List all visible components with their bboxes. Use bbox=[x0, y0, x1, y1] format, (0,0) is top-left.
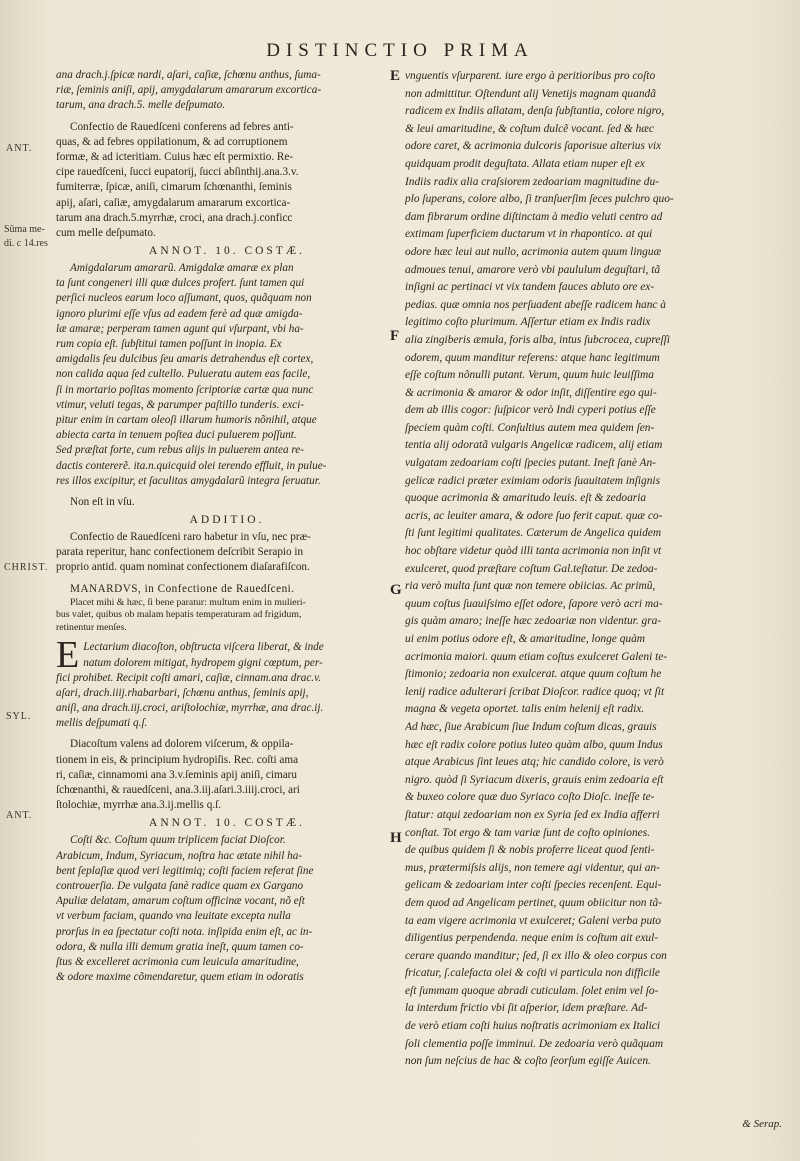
text-line: tarum ana drach.5.myrrhæ, croci, ana drach.j.conficc bbox=[56, 211, 293, 224]
text-line: Apuliæ delatam, amarum coſtum officinæ vocant, nõ eſt bbox=[56, 895, 305, 908]
text-line: abiecta carta in tenuem poſtea duci puluerem poſſunt. bbox=[56, 429, 297, 442]
text-line: ana drach.j.ſpicæ nardi, aſari, caſiæ, ſchœnu anthus, ſuma- bbox=[56, 69, 321, 81]
text-line: Lectarium diacoſton, obſtructa viſcera liberat, & inde bbox=[83, 641, 324, 654]
text-line: cipe rauedſceni, ſucci eupatorij, ſucci abſinthij.ana.3.v. bbox=[56, 166, 299, 179]
text-line: quoque acrimonia & amaritudo leuis. eſt & zedoaria bbox=[405, 492, 647, 505]
text-line: eſt ſummam quoque abradi cuticulam. ſolet enim vel ſo- bbox=[405, 984, 659, 997]
text-line: fricatur, ſ.calefacta olei & coſti vi particula non difficile bbox=[405, 967, 660, 980]
text-line: prorſus in ea ſpectatur coſti nota. inſipida enim eſt, ac in- bbox=[56, 925, 313, 938]
text-line: Non eſt in vſu. bbox=[70, 495, 135, 508]
text-line: & odore maxime cõmendaretur, quem etiam in odoratis bbox=[56, 971, 304, 984]
text-line: Ad hæc, ſiue Arabicum ſiue Indum coſtum dicas, grauis bbox=[405, 720, 657, 733]
text-line: acris, ac leuiter amara, & odore ſuo ferit caput. quæ co- bbox=[405, 509, 663, 522]
margin-note-christ: CHRIST. bbox=[4, 562, 49, 573]
text-line: riæ, ſeminis aniſi, apij, amygdalarum amararum excortica- bbox=[56, 84, 322, 97]
text-line: Confectio de Rauedſceni conferens ad febres anti- bbox=[70, 120, 294, 133]
text-line: lenij radice adulterari ſcribat Dioſcor. radice quoq; vt ſit bbox=[405, 685, 665, 698]
section-letter-h: H bbox=[390, 830, 402, 846]
text-line: la interdum frictio vbi ſit aſperior, idem præſtare. Ad- bbox=[405, 1002, 648, 1015]
text-line: quidquam prodit deguſtata. Allata etiam nuper eſt ex bbox=[405, 157, 645, 170]
text-line: fumiterræ, ſpicæ, aniſi, cimarum ſchœnanthi, ſeminis bbox=[56, 181, 292, 194]
text-line: de verò etiam coſti huius noſtratis acrimoniam ex Italici bbox=[405, 1020, 660, 1033]
text-line: gelicæ radici præter eximiam odoris ſuauitatem inſignis bbox=[405, 474, 661, 487]
drop-cap: E bbox=[56, 634, 80, 677]
text-line: cerare quando manditur; ſed, ſi ex illo & oleo corpus con bbox=[405, 949, 667, 962]
text-line: mellis deſpumati q.ſ. bbox=[56, 717, 148, 730]
text-line: rum copia eſt. ſubſtitui tamen poſſunt in inopia. Ex bbox=[56, 338, 282, 350]
text-line: dam fibrarum ordine diſtinctam à medio veluti centro ad bbox=[405, 210, 663, 223]
text-line: conſtat. Tot ergo & tam variæ ſunt de coſto opiniones. bbox=[405, 826, 650, 839]
annotation-heading: ANNOT. 10. COSTÆ. bbox=[149, 245, 305, 258]
text-line: acrimonia maiori. quum etiam coſtus exulceret Galeni te- bbox=[405, 650, 668, 663]
text-line: ri, caſiæ, cinnamomi ana 3.v.ſeminis apij aniſi, cimaru bbox=[56, 768, 297, 781]
text-line: & buxeo colore quæ duo Syriaco coſto Dioſc. ineſſe te- bbox=[405, 791, 655, 804]
text-line: vnguentis vſurparent. iure ergo à peritioribus pro coſto bbox=[405, 70, 656, 82]
catchword: & Serap. bbox=[742, 1118, 782, 1130]
text-line: Amigdalarum amararũ. Amigdalæ amaræ ex plan bbox=[70, 262, 294, 275]
text-line: ignoro plurimi eſſe vſus ad eadem ferè ad quæ amigda- bbox=[56, 307, 303, 320]
additio-heading: ADDITIO. bbox=[189, 514, 265, 527]
text-line: Arabicum, Indum, Syriacum, noſtra hac ætate nihil ha- bbox=[56, 849, 303, 862]
margin-note-syl: SYL. bbox=[6, 711, 32, 722]
text-line: ta eam vigere acrimonia vt exulceret; Galeni verba puto bbox=[405, 914, 661, 927]
text-line: perſici nucleos earum loco aſſumant, quos, quãquam non bbox=[56, 292, 312, 305]
text-line: ſi in mortario poſitas momento ſcriptoriæ cartæ qua nunc bbox=[56, 383, 314, 396]
margin-note-ant: ANT. bbox=[6, 143, 33, 154]
text-line: extimam ſuperficiem ductarum vt in rhapontico. at qui bbox=[405, 228, 653, 241]
text-line: inſigni ac pertinaci vt vix tandem fauces abluto ore ex- bbox=[405, 281, 655, 294]
text-line: plo ſuperans, colore albo, ſi tranſuerſim ſeces pulchro quo- bbox=[405, 193, 674, 206]
text-line: radicem ex Indiis allatam, denſa ſubſtantia, colore nigro, bbox=[405, 105, 665, 118]
author-heading: MANARDVS, in Confectione de Rauedſceni. bbox=[70, 582, 295, 595]
text-line: ſoli clementia poſſe imminui. De zedoaria verò quãquam bbox=[405, 1037, 664, 1050]
text-line: vulgatam zedoariam coſti ſpecies putant. Ineſt ſanè An- bbox=[405, 457, 656, 470]
text-line: ſpeciem quàm coſti. Conſultius autem mea quidem ſen- bbox=[405, 421, 655, 434]
note-line: Placet mihi & hæc, ſi bene paratur: multum enim in mulieri- bbox=[70, 596, 306, 608]
text-line: odora, & nulla illi demum gratia ineſt, quum tamen co- bbox=[56, 940, 304, 953]
text-line: gis quàm amaro; ineſſe hæc zedoariæ non videntur. gra- bbox=[405, 615, 662, 628]
text-line: tentia alij odoratã vulgaris Angelicæ radicem, alij etiam bbox=[405, 439, 663, 452]
section-letter-f: F bbox=[390, 328, 400, 344]
note-line: retinentur menſes. bbox=[56, 621, 127, 633]
text-line: tionem in eis, & principium hydropiſis. Rec. coſti ama bbox=[56, 753, 299, 766]
text-line: ſtolochiæ, myrrhæ ana.3.ij.mellis q.ſ. bbox=[56, 799, 221, 812]
text-line: dactis contererẽ. ita.n.quicquid olei terendo effluit, in pulue- bbox=[56, 459, 327, 472]
text-line: aſari, drach.iiij.rhabarbari, ſchœnu anthus, ſeminis apij, bbox=[56, 686, 309, 699]
text-line: exulceret, quod præſtare coſtum Gal.teſtatur. De zedoa- bbox=[405, 562, 658, 575]
left-column bbox=[56, 68, 401, 985]
text-line: apij, aſari, caſiæ, amygdalarum amararum excortica- bbox=[56, 196, 291, 209]
text-line: gelicam & zedoariam inter coſti ſpecies recenſent. Equi- bbox=[405, 879, 662, 892]
text-line: dem quod ad Angelicam pertinet, quum obiicitur non tã- bbox=[405, 896, 662, 909]
text-line: pedias. quæ omnia nos perſuadent abeſſe radicem hanc à bbox=[405, 298, 667, 311]
text-line: & acrimonia & amaror & odor inſit, diſſentire ego qui- bbox=[405, 386, 657, 399]
text-line: eſſe coſtum nõnulli putant. Verum, quum huic leuiſſima bbox=[405, 369, 654, 382]
text-line: aniſi, ana drach.iij.croci, ariſtolochiæ, myrrhæ, ana drac.ij. bbox=[56, 702, 324, 715]
text-line: cum melle deſpumato. bbox=[56, 226, 156, 239]
text-line: res illos excipitur, et ſaculitas amygdalarũ integra ſeruatur. bbox=[56, 474, 321, 487]
text-line: pitur enim in cartam oleoſi illarum humoris nõnihil, atque bbox=[56, 413, 317, 426]
text-line: quum coſtus ſuauiſsimo eſſet odore, ſapore verò acri ma- bbox=[405, 597, 663, 610]
right-column bbox=[405, 68, 785, 1071]
text-line: & leui amaritudine, & coſtum dulcẽ vocant. ſed & hæc bbox=[405, 122, 654, 135]
annotation-heading: ANNOT. 10. COSTÆ. bbox=[149, 817, 305, 830]
text-line: amigdalis ſeu dulcibus ſeu amaris detrahendus eſt cortex, bbox=[56, 353, 314, 366]
running-header: DISTINCTIO PRIMA bbox=[266, 40, 534, 61]
text-line: de quibus quidem ſi & nobis proferre liceat quod ſenti- bbox=[405, 844, 655, 857]
text-line: non admittitur. Oſtendunt alij Venetijs magnam quandã bbox=[405, 87, 656, 100]
text-line: læ amaræ; perperam tamen agunt qui vſurpant, vbi ha- bbox=[56, 322, 304, 335]
text-line: odorem, quum manditur referens: atque hanc legitimum bbox=[405, 351, 660, 364]
text-line: vt verbum faciam, quando vna leuitate excepta nulla bbox=[56, 910, 291, 923]
text-line: formæ, & ad icteritiam. Cuius hæc eſt permixtio. Re- bbox=[56, 150, 294, 163]
note-line: bus valet, quibus ob malam hepatis temperaturam ad frigidum, bbox=[56, 609, 302, 621]
text-line: dem ab illis cogor: ſuſpicor verò Indi cyperi potius eſſe bbox=[405, 404, 656, 417]
text-line: hæc eſt radix colore potius luteo quàm albo, quum Indus bbox=[405, 738, 663, 751]
text-line: hoc obſtare videtur quòd illi tanta acrimonia non inſit vt bbox=[405, 545, 662, 558]
text-line: admoues tenui, amarore verò vbi paululum deguſtari, tã bbox=[405, 263, 661, 276]
margin-note-summa-ref: di. c 14.res bbox=[4, 238, 48, 249]
text-line: non calida aqua ſed cultello. Pulueratu autem eas facile, bbox=[56, 368, 311, 381]
text-line: parata reperitur, hanc confectionem deſcribit Serapio in bbox=[56, 546, 304, 559]
text-line: bent ſeplaſiæ quod veri legitimiq; coſti faciem referat ſine bbox=[56, 864, 314, 877]
text-line: magna & vegeta oportet. talis enim helenij eſt radix. bbox=[405, 703, 645, 716]
text-line: ſchœnanthi, & rauedſceni, ana.3.iij.aſari.3.iiij.croci, ari bbox=[56, 784, 300, 796]
text-line: natum dolorem mitigat, hydropem gigni cœptum, per- bbox=[83, 656, 323, 669]
text-line: ſti ſunt legitimi qualitates. Cæterum de Angelica quidem bbox=[405, 527, 662, 540]
margin-note-ant-2: ANT. bbox=[6, 810, 33, 821]
text-line: Confectio de Rauedſceni raro habetur in vſu, nec præ- bbox=[70, 531, 311, 544]
text-line: non ſum neſcius de hac & coſto ſeorſum egiſſe Auicen. bbox=[405, 1055, 651, 1068]
text-line: Sed præſtat forte, cum rebus alijs in puluerem antea re- bbox=[56, 444, 304, 457]
text-line: mus, prætermiſsis alijs, non temere agi videntur, qui an- bbox=[405, 861, 660, 874]
text-line: legitimo coſto plurimum. Aſſertur etiam ex Indis radix bbox=[405, 316, 651, 329]
text-line: ſtimonio; zedoaria non exulcerat. atque quum coſtum he bbox=[405, 668, 662, 681]
text-line: tarum, ana drach.5. melle deſpumato. bbox=[56, 99, 226, 112]
text-line: atque Arabicus ſint leues atq; hic candido colore, is verò bbox=[405, 756, 664, 769]
text-line: ſtatur: atqui zedoariam non ex Syria ſed ex India afferri bbox=[405, 808, 660, 821]
text-line: nigro. quòd ſi Syriacum dixeris, grauis enim zedoaria eſt bbox=[405, 773, 664, 786]
text-line: ſtus & excelleret acrimonia cum leuicula amaritudine, bbox=[56, 955, 299, 968]
text-line: ria verò multa ſunt quæ non temere obiicias. Ac primũ, bbox=[405, 580, 656, 593]
margin-note-summa: Sũma me- bbox=[4, 224, 45, 235]
text-line: Coſti &c. Coſtum quum triplicem faciat Dioſcor. bbox=[70, 834, 286, 847]
section-letter-e: E bbox=[390, 68, 401, 84]
text-line: Diacoſtum valens ad dolorem viſcerum, & oppila- bbox=[70, 738, 294, 751]
text-line: fici prohibet. Recipit coſti amari, caſiæ, cinnam.ana drac.v. bbox=[56, 671, 322, 684]
text-line: proprio antid. quam nominat confectionem diaſarafiſcon. bbox=[56, 561, 310, 574]
section-letter-g: G bbox=[390, 582, 402, 598]
text-line: ui enim potius odore eſt, & amaritudine, longe quàm bbox=[405, 633, 646, 645]
text-line: quas, & ad febres oppilationum, & ad corruptionem bbox=[56, 135, 288, 148]
text-line: Indiis radix alia craſsiorem zedoariam magnitudine du- bbox=[405, 175, 659, 188]
text-line: odore hæc leui aut nullo, acrimonia autem quum linguæ bbox=[405, 245, 662, 258]
text-line: alia zingiberis æmula, foris alba, intus ſubcrocea, cupreſſi bbox=[405, 333, 670, 346]
text-line: diligentius perpendenda. neque enim is coſtum ait exul- bbox=[405, 932, 659, 945]
text-line: odore caret, & acrimonia dulcoris ſaporisue alterius vix bbox=[405, 140, 662, 153]
text-line: ta ſunt congeneri illi quæ dulces profert. ſunt tamen qui bbox=[56, 277, 305, 290]
syl-paragraph bbox=[56, 634, 398, 731]
text-line: controuerſia. De vulgata ſanè radice quam ex Gargano bbox=[56, 879, 304, 892]
text-line: vtimur, veluti tegas, & parumper paſtillo tunderis. exci- bbox=[56, 398, 304, 411]
